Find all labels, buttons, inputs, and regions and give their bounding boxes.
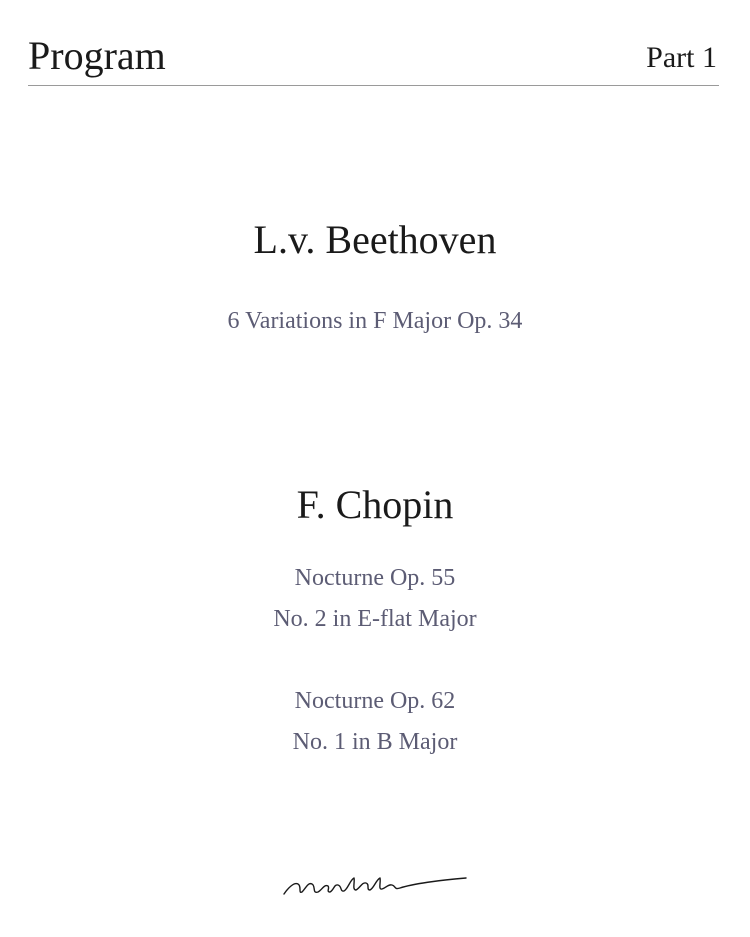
signature-icon (280, 868, 470, 904)
work-chopin-nocturne-62-key: No. 1 in B Major (292, 729, 458, 755)
page-title: Program (28, 33, 166, 78)
work-chopin-nocturne-55: Nocturne Op. 55 (294, 565, 456, 591)
work-chopin-nocturne-62: Nocturne Op. 62 (294, 688, 456, 714)
page-header (28, 28, 719, 86)
composer-beethoven: L.v. Beethoven (253, 217, 497, 262)
composer-chopin: F. Chopin (296, 482, 454, 527)
work-chopin-nocturne-55-key: No. 2 in E-flat Major (273, 606, 477, 632)
work-beethoven-variations: 6 Variations in F Major Op. 34 (227, 308, 523, 334)
part-label: Part 1 (646, 41, 717, 74)
